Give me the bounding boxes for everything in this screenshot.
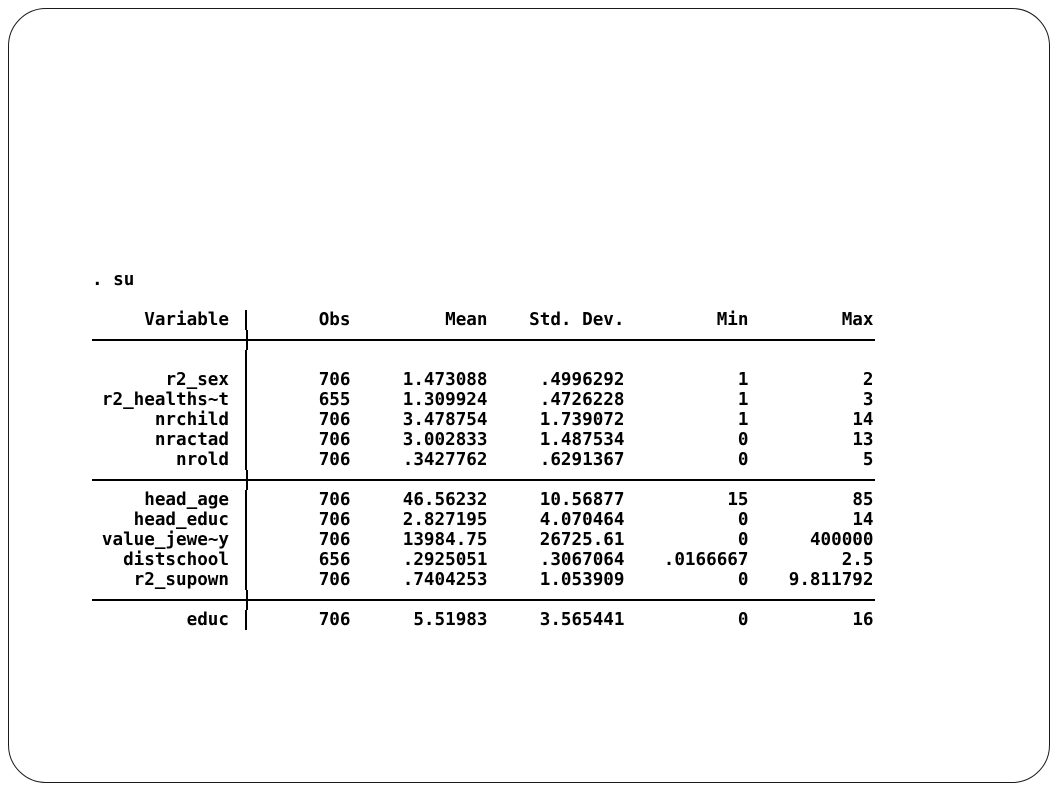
header-min: Min	[716, 310, 749, 330]
header-variable: Variable	[144, 310, 229, 330]
cell-mean: 46.56232	[402, 490, 488, 510]
cell-variable: nrold	[176, 450, 229, 470]
cell-obs: 706	[318, 410, 351, 430]
cell-max: 9.811792	[788, 570, 874, 590]
cell-sd: 1.739072	[539, 410, 625, 430]
cell-mean: 13984.75	[402, 530, 488, 550]
cell-max: 16	[852, 610, 874, 630]
cell-sd: 1.053909	[539, 570, 625, 590]
cell-sd: 3.565441	[539, 610, 625, 630]
cell-mean: 3.478754	[402, 410, 488, 430]
cell-variable: r2_healths~t	[101, 390, 229, 410]
cell-variable: r2_sex	[165, 370, 229, 390]
cell-variable: nrchild	[154, 410, 229, 430]
cell-obs: 656	[318, 550, 351, 570]
cell-mean: 3.002833	[402, 430, 488, 450]
cell-min: 0	[737, 530, 749, 550]
cell-variable: head_educ	[133, 510, 229, 530]
table-row	[92, 510, 875, 530]
cell-sd: .4996292	[539, 370, 625, 390]
cell-obs: 706	[318, 430, 351, 450]
stata-output	[92, 270, 875, 630]
cell-mean: .7404253	[402, 570, 488, 590]
table-row	[92, 450, 875, 470]
cell-max: 2.5	[841, 550, 874, 570]
blank-row	[92, 350, 875, 370]
cell-sd: 4.070464	[539, 510, 625, 530]
cell-min: 0	[737, 450, 749, 470]
table-row	[92, 390, 875, 410]
cell-min: .0166667	[663, 550, 749, 570]
table-body	[92, 350, 875, 630]
cell-max: 13	[852, 430, 874, 450]
cell-obs: 706	[318, 450, 351, 470]
table-row	[92, 530, 875, 550]
cell-max: 3	[862, 390, 874, 410]
header-obs: Obs	[318, 310, 351, 330]
cell-max: 400000	[809, 530, 874, 550]
cell-obs: 655	[318, 390, 351, 410]
cell-min: 1	[737, 410, 749, 430]
cell-mean: 5.51983	[413, 610, 488, 630]
cell-obs: 706	[318, 370, 351, 390]
cell-obs: 706	[318, 610, 351, 630]
table-row	[92, 610, 875, 630]
cell-max: 2	[862, 370, 874, 390]
table-row	[92, 490, 875, 510]
cell-sd: .4726228	[539, 390, 625, 410]
group-rule	[92, 470, 875, 490]
cell-mean: .3427762	[402, 450, 488, 470]
spacer	[92, 290, 875, 310]
command-line: . su	[92, 270, 135, 290]
cell-mean: 1.473088	[402, 370, 488, 390]
cell-variable: distschool	[123, 550, 229, 570]
table-row	[92, 370, 875, 390]
cell-min: 0	[737, 510, 749, 530]
cell-variable: educ	[186, 610, 229, 630]
cell-variable: head_age	[144, 490, 229, 510]
cell-sd: 1.487534	[539, 430, 625, 450]
cell-max: 14	[852, 510, 874, 530]
table-row	[92, 430, 875, 450]
cell-mean: .2925051	[402, 550, 488, 570]
cell-mean: 1.309924	[402, 390, 488, 410]
cell-variable: r2_supown	[133, 570, 229, 590]
header-rule	[92, 330, 875, 350]
cell-variable: value_jewe~y	[101, 530, 229, 550]
table-row	[92, 410, 875, 430]
cell-min: 0	[737, 570, 749, 590]
header-max: Max	[841, 310, 874, 330]
cell-sd: .3067064	[539, 550, 625, 570]
cell-max: 14	[852, 410, 874, 430]
cell-min: 1	[737, 370, 749, 390]
cell-obs: 706	[318, 570, 351, 590]
cell-max: 85	[852, 490, 874, 510]
cell-sd: 26725.61	[539, 530, 625, 550]
cell-sd: 10.56877	[539, 490, 625, 510]
cell-min: 1	[737, 390, 749, 410]
table-row	[92, 570, 875, 590]
cell-obs: 706	[318, 530, 351, 550]
header-sd: Std. Dev.	[529, 310, 625, 330]
cell-obs: 706	[318, 510, 351, 530]
cell-min: 15	[727, 490, 749, 510]
header-row	[92, 310, 875, 330]
group-rule	[92, 590, 875, 610]
cell-min: 0	[737, 430, 749, 450]
cell-min: 0	[737, 610, 749, 630]
cell-max: 5	[862, 450, 874, 470]
cell-obs: 706	[318, 490, 351, 510]
cell-variable: nractad	[154, 430, 229, 450]
cell-sd: .6291367	[539, 450, 625, 470]
header-mean: Mean	[445, 310, 488, 330]
cell-mean: 2.827195	[402, 510, 488, 530]
table-row	[92, 550, 875, 570]
